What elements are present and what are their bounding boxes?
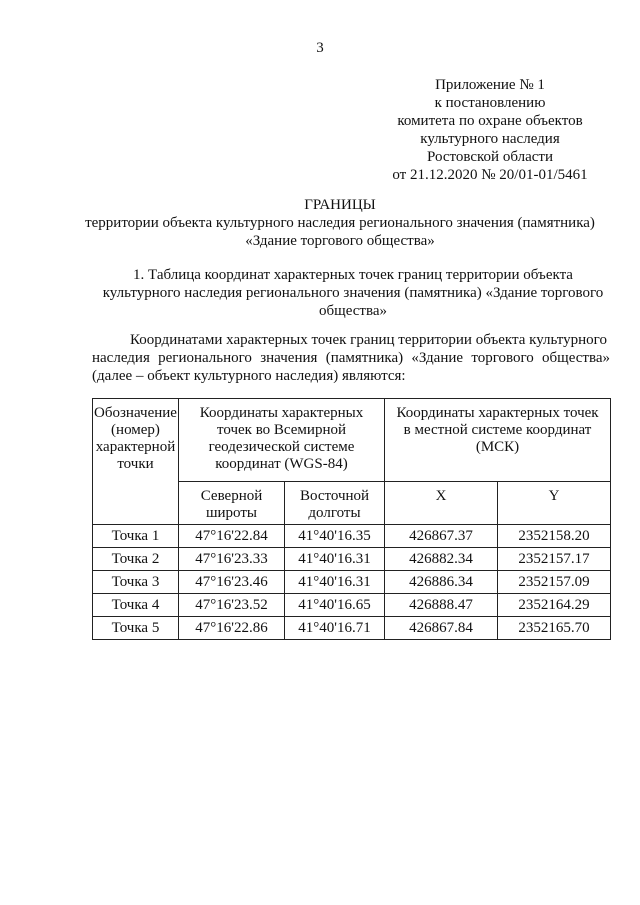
header-text: (МСК) xyxy=(475,439,520,455)
cell-point: Точка 2 xyxy=(93,548,179,571)
cell-y: 2352157.09 xyxy=(498,571,611,594)
table-header-row xyxy=(93,399,611,482)
header-text: Обозначение xyxy=(94,405,177,421)
cell-point: Точка 5 xyxy=(93,617,179,640)
header-text: Северной xyxy=(200,488,263,504)
subheader-x: X xyxy=(385,482,498,525)
header-text: в местной системе координат xyxy=(403,422,592,438)
cell-north: 47°16'22.84 xyxy=(179,525,285,548)
subheader-east xyxy=(285,482,385,525)
header-text: точек во Всемирной xyxy=(216,422,347,438)
cell-point: Точка 3 xyxy=(93,571,179,594)
cell-point: Точка 1 xyxy=(93,525,179,548)
cell-point: Точка 4 xyxy=(93,594,179,617)
cell-y: 2352158.20 xyxy=(498,525,611,548)
cell-x: 426867.84 xyxy=(385,617,498,640)
cell-y: 2352164.29 xyxy=(498,594,611,617)
subheader-north xyxy=(179,482,285,525)
cell-north: 47°16'23.46 xyxy=(179,571,285,594)
paragraph-line: Координатами характерных точек границ территории объекта культурного xyxy=(130,332,607,348)
appendix-line: от 21.12.2020 № 20/01-01/5461 xyxy=(392,167,588,183)
cell-east: 41°40'16.31 xyxy=(285,571,385,594)
header-text: долготы xyxy=(308,505,361,521)
table-row xyxy=(93,548,611,571)
header-text: координат (WGS-84) xyxy=(215,456,348,472)
cell-x: 426867.37 xyxy=(385,525,498,548)
header-text: (номер) xyxy=(111,422,160,438)
cell-east: 41°40'16.35 xyxy=(285,525,385,548)
paragraph-line: наследия регионального значения (памятника) «Здание торгового общества» xyxy=(92,350,610,366)
table-row xyxy=(93,594,611,617)
cell-y: 2352157.17 xyxy=(498,548,611,571)
header-text: Координаты характерных точек xyxy=(396,405,599,421)
header-text: геодезической системе xyxy=(208,439,355,455)
header-text: характерной xyxy=(95,439,176,455)
intro-paragraph xyxy=(92,331,610,385)
header-wgs84 xyxy=(179,399,385,482)
cell-x: 426882.34 xyxy=(385,548,498,571)
cell-north: 47°16'23.52 xyxy=(179,594,285,617)
table-row xyxy=(93,617,611,640)
appendix-line: к постановлению xyxy=(434,95,546,111)
appendix-line: Приложение № 1 xyxy=(435,77,545,93)
coordinates-table xyxy=(92,398,611,640)
cell-x: 426886.34 xyxy=(385,571,498,594)
paragraph-line: (далее – объект культурного наследия) являются: xyxy=(92,368,406,384)
subheader-y: Y xyxy=(498,482,611,525)
section-line: общества» xyxy=(319,303,387,319)
header-text: Координаты характерных xyxy=(199,405,364,421)
appendix-block xyxy=(350,76,630,184)
section-heading xyxy=(88,266,618,320)
cell-x: 426888.47 xyxy=(385,594,498,617)
cell-east: 41°40'16.31 xyxy=(285,548,385,571)
table-row xyxy=(93,571,611,594)
header-text: точки xyxy=(117,456,154,472)
title-line: «Здание торгового общества» xyxy=(245,233,435,249)
title-heading: ГРАНИЦЫ xyxy=(304,197,376,213)
header-text: Восточной xyxy=(299,488,370,504)
title-line: территории объекта культурного наследия регионального значения (памятника) xyxy=(85,215,595,231)
header-text: широты xyxy=(205,505,257,521)
cell-y: 2352165.70 xyxy=(498,617,611,640)
section-line: культурного наследия регионального значения (памятника) «Здание торгового xyxy=(102,285,604,301)
header-msk xyxy=(385,399,611,482)
document-title xyxy=(60,196,620,250)
cell-east: 41°40'16.71 xyxy=(285,617,385,640)
appendix-line: Ростовской области xyxy=(427,149,553,165)
cell-north: 47°16'23.33 xyxy=(179,548,285,571)
page-number: 3 xyxy=(316,40,324,56)
appendix-line: комитета по охране объектов xyxy=(397,113,583,129)
appendix-line: культурного наследия xyxy=(420,131,560,147)
cell-north: 47°16'22.86 xyxy=(179,617,285,640)
table-row xyxy=(93,525,611,548)
section-line: 1. Таблица координат характерных точек границ территории объекта xyxy=(133,267,573,283)
header-point-designation xyxy=(93,399,179,525)
cell-east: 41°40'16.65 xyxy=(285,594,385,617)
